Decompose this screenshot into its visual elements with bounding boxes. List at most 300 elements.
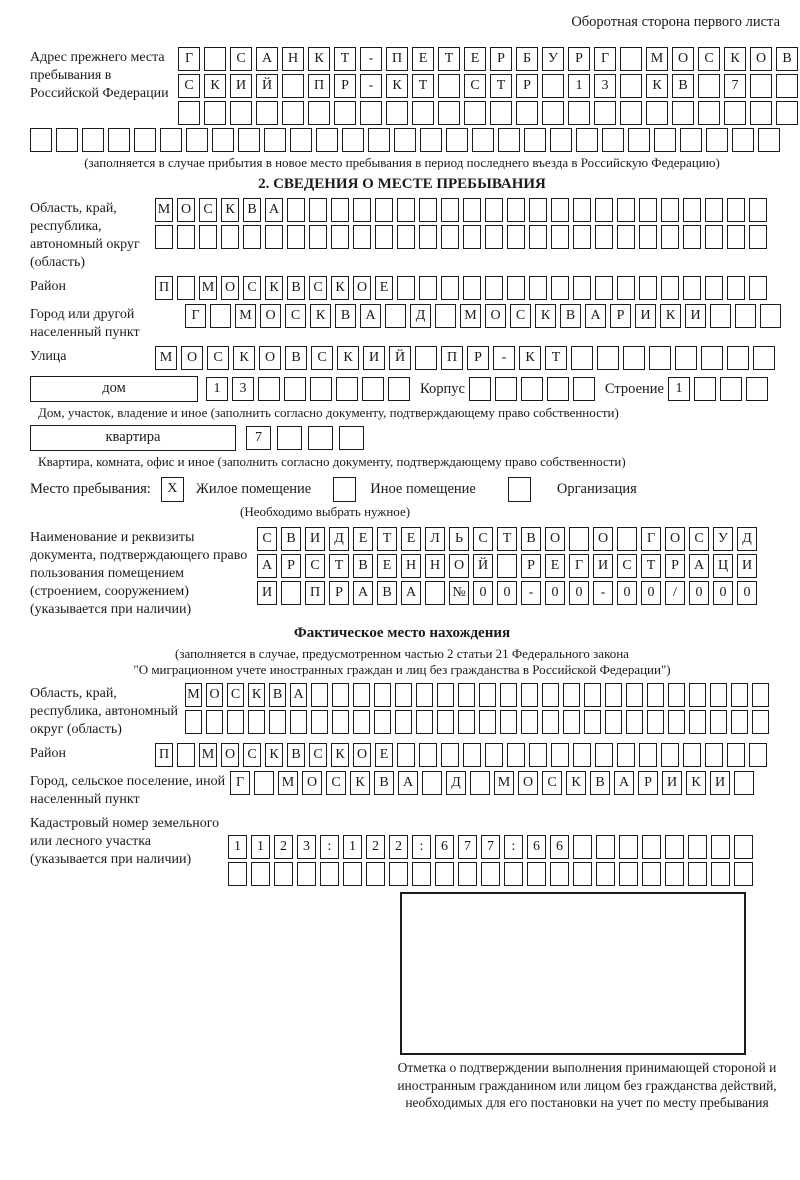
char-cell[interactable] [734, 771, 754, 795]
char-cell[interactable]: Г [594, 47, 616, 71]
char-cell[interactable] [199, 225, 217, 249]
char-cell[interactable] [672, 101, 694, 125]
char-cell[interactable]: С [326, 771, 346, 795]
char-cell[interactable] [481, 862, 500, 886]
char-cell[interactable]: М [278, 771, 298, 795]
char-cell[interactable]: И [710, 771, 730, 795]
char-cell[interactable] [56, 128, 78, 152]
char-cell[interactable]: Т [334, 47, 356, 71]
char-cell[interactable] [284, 377, 306, 401]
char-cell[interactable] [177, 276, 195, 300]
char-cell[interactable]: Т [490, 74, 512, 98]
char-cell[interactable] [668, 710, 685, 734]
char-cell[interactable]: В [285, 346, 307, 370]
char-cell[interactable]: 7 [246, 426, 271, 450]
char-cell[interactable] [619, 862, 638, 886]
char-cell[interactable]: К [350, 771, 370, 795]
char-cell[interactable]: М [494, 771, 514, 795]
char-cell[interactable] [464, 101, 486, 125]
char-cell[interactable]: - [360, 47, 382, 71]
char-cell[interactable]: В [377, 581, 397, 605]
char-cell[interactable]: В [335, 304, 356, 328]
char-cell[interactable] [269, 710, 286, 734]
char-cell[interactable]: М [185, 683, 202, 707]
char-cell[interactable] [727, 743, 745, 767]
char-cell[interactable]: В [560, 304, 581, 328]
char-cell[interactable]: Р [281, 554, 301, 578]
char-cell[interactable] [753, 346, 775, 370]
char-cell[interactable] [527, 862, 546, 886]
char-cell[interactable]: О [672, 47, 694, 71]
char-cell[interactable]: 0 [545, 581, 565, 605]
char-cell[interactable] [308, 101, 330, 125]
char-cell[interactable] [388, 377, 410, 401]
char-cell[interactable] [212, 128, 234, 152]
char-cell[interactable] [551, 198, 569, 222]
char-cell[interactable]: - [360, 74, 382, 98]
char-cell[interactable] [573, 835, 592, 859]
char-cell[interactable] [596, 835, 615, 859]
char-cell[interactable] [435, 304, 456, 328]
char-cell[interactable]: С [309, 743, 327, 767]
char-cell[interactable] [710, 710, 727, 734]
char-cell[interactable] [507, 743, 525, 767]
char-cell[interactable]: К [646, 74, 668, 98]
char-cell[interactable] [617, 527, 637, 551]
char-cell[interactable]: П [155, 743, 173, 767]
char-cell[interactable] [297, 862, 316, 886]
char-cell[interactable] [573, 198, 591, 222]
char-cell[interactable] [435, 862, 454, 886]
char-cell[interactable] [311, 683, 328, 707]
char-cell[interactable]: В [374, 771, 394, 795]
char-cell[interactable] [375, 225, 393, 249]
char-cell[interactable] [563, 710, 580, 734]
char-cell[interactable] [683, 276, 701, 300]
char-cell[interactable]: С [309, 276, 327, 300]
char-cell[interactable]: С [698, 47, 720, 71]
char-cell[interactable] [573, 743, 591, 767]
char-cell[interactable]: Г [641, 527, 661, 551]
char-cell[interactable]: Е [375, 276, 393, 300]
char-cell[interactable] [485, 743, 503, 767]
char-cell[interactable]: № [449, 581, 469, 605]
char-cell[interactable] [665, 862, 684, 886]
char-cell[interactable] [178, 101, 200, 125]
char-cell[interactable] [568, 101, 590, 125]
char-cell[interactable] [760, 304, 781, 328]
char-cell[interactable]: 1 [206, 377, 228, 401]
char-cell[interactable]: Г [569, 554, 589, 578]
char-cell[interactable]: - [593, 581, 613, 605]
char-cell[interactable] [386, 101, 408, 125]
char-cell[interactable] [654, 128, 676, 152]
char-cell[interactable] [309, 198, 327, 222]
char-cell[interactable]: Р [568, 47, 590, 71]
char-cell[interactable] [204, 101, 226, 125]
char-cell[interactable] [374, 683, 391, 707]
char-cell[interactable]: С [617, 554, 637, 578]
char-cell[interactable]: С [305, 554, 325, 578]
char-cell[interactable] [619, 835, 638, 859]
char-cell[interactable]: Е [545, 554, 565, 578]
char-cell[interactable] [470, 771, 490, 795]
char-cell[interactable] [547, 377, 569, 401]
char-cell[interactable] [688, 835, 707, 859]
char-cell[interactable]: И [685, 304, 706, 328]
char-cell[interactable] [309, 225, 327, 249]
char-cell[interactable] [375, 198, 393, 222]
char-cell[interactable] [680, 128, 702, 152]
char-cell[interactable]: Р [490, 47, 512, 71]
char-cell[interactable]: П [386, 47, 408, 71]
char-cell[interactable] [639, 198, 657, 222]
char-cell[interactable]: Е [464, 47, 486, 71]
char-cell[interactable] [419, 276, 437, 300]
char-cell[interactable]: 2 [274, 835, 293, 859]
char-cell[interactable]: О [593, 527, 613, 551]
char-cell[interactable] [689, 710, 706, 734]
char-cell[interactable]: И [662, 771, 682, 795]
char-cell[interactable] [720, 377, 742, 401]
char-cell[interactable]: М [155, 346, 177, 370]
char-cell[interactable] [82, 128, 104, 152]
char-cell[interactable] [485, 276, 503, 300]
char-cell[interactable] [362, 377, 384, 401]
char-cell[interactable] [732, 128, 754, 152]
char-cell[interactable]: И [635, 304, 656, 328]
char-cell[interactable] [620, 74, 642, 98]
char-cell[interactable] [623, 346, 645, 370]
char-cell[interactable]: 2 [389, 835, 408, 859]
char-cell[interactable] [776, 74, 798, 98]
char-cell[interactable] [472, 128, 494, 152]
char-cell[interactable]: Ь [449, 527, 469, 551]
char-cell[interactable] [366, 862, 385, 886]
char-cell[interactable] [711, 835, 730, 859]
char-cell[interactable] [689, 683, 706, 707]
char-cell[interactable] [290, 128, 312, 152]
char-cell[interactable] [290, 710, 307, 734]
char-cell[interactable] [550, 128, 572, 152]
char-cell[interactable] [705, 743, 723, 767]
char-cell[interactable]: Е [377, 554, 397, 578]
char-cell[interactable] [595, 743, 613, 767]
char-cell[interactable] [620, 47, 642, 71]
char-cell[interactable]: Т [545, 346, 567, 370]
char-cell[interactable] [463, 198, 481, 222]
char-cell[interactable] [353, 683, 370, 707]
char-cell[interactable] [617, 276, 635, 300]
char-cell[interactable]: А [257, 554, 277, 578]
char-cell[interactable]: К [331, 743, 349, 767]
char-cell[interactable]: А [353, 581, 373, 605]
char-cell[interactable] [642, 862, 661, 886]
char-cell[interactable]: 1 [568, 74, 590, 98]
char-cell[interactable]: Д [737, 527, 757, 551]
char-cell[interactable] [749, 743, 767, 767]
char-cell[interactable]: В [281, 527, 301, 551]
char-cell[interactable] [458, 862, 477, 886]
char-cell[interactable]: 3 [297, 835, 316, 859]
char-cell[interactable]: Р [334, 74, 356, 98]
char-cell[interactable]: С [473, 527, 493, 551]
char-cell[interactable]: С [199, 198, 217, 222]
char-cell[interactable] [416, 683, 433, 707]
char-cell[interactable]: 0 [569, 581, 589, 605]
char-cell[interactable]: О [302, 771, 322, 795]
char-cell[interactable]: У [713, 527, 733, 551]
char-cell[interactable]: О [353, 276, 371, 300]
char-cell[interactable] [412, 862, 431, 886]
char-cell[interactable]: С [689, 527, 709, 551]
char-cell[interactable]: / [665, 581, 685, 605]
char-cell[interactable] [749, 225, 767, 249]
char-cell[interactable] [727, 225, 745, 249]
char-cell[interactable]: И [230, 74, 252, 98]
char-cell[interactable] [316, 128, 338, 152]
char-cell[interactable] [646, 101, 668, 125]
char-cell[interactable]: А [360, 304, 381, 328]
char-cell[interactable] [647, 683, 664, 707]
char-cell[interactable] [596, 862, 615, 886]
char-cell[interactable] [639, 743, 657, 767]
char-cell[interactable] [419, 225, 437, 249]
char-cell[interactable] [397, 225, 415, 249]
char-cell[interactable]: Р [665, 554, 685, 578]
char-cell[interactable]: К [686, 771, 706, 795]
char-cell[interactable] [507, 276, 525, 300]
char-cell[interactable]: Р [638, 771, 658, 795]
char-cell[interactable]: В [287, 276, 305, 300]
char-cell[interactable]: К [233, 346, 255, 370]
char-cell[interactable]: К [308, 47, 330, 71]
char-cell[interactable]: О [259, 346, 281, 370]
char-cell[interactable] [155, 225, 173, 249]
char-cell[interactable] [569, 527, 589, 551]
char-cell[interactable] [529, 276, 547, 300]
char-cell[interactable]: М [199, 276, 217, 300]
char-cell[interactable]: Н [401, 554, 421, 578]
char-cell[interactable]: К [660, 304, 681, 328]
char-cell[interactable]: Т [412, 74, 434, 98]
char-cell[interactable] [228, 862, 247, 886]
char-cell[interactable] [507, 225, 525, 249]
char-cell[interactable] [438, 101, 460, 125]
char-cell[interactable]: В [353, 554, 373, 578]
char-cell[interactable]: 1 [668, 377, 690, 401]
char-cell[interactable]: О [449, 554, 469, 578]
char-cell[interactable]: 1 [343, 835, 362, 859]
char-cell[interactable] [206, 710, 223, 734]
char-cell[interactable] [734, 835, 753, 859]
char-cell[interactable] [256, 101, 278, 125]
char-cell[interactable] [698, 74, 720, 98]
char-cell[interactable] [626, 683, 643, 707]
char-cell[interactable] [438, 74, 460, 98]
char-cell[interactable] [595, 276, 613, 300]
char-cell[interactable] [727, 346, 749, 370]
char-cell[interactable] [353, 198, 371, 222]
char-cell[interactable] [498, 128, 520, 152]
char-cell[interactable]: И [737, 554, 757, 578]
char-cell[interactable]: 2 [366, 835, 385, 859]
char-cell[interactable] [542, 74, 564, 98]
char-cell[interactable] [397, 743, 415, 767]
char-cell[interactable]: О [221, 743, 239, 767]
char-cell[interactable] [395, 710, 412, 734]
char-cell[interactable]: О [260, 304, 281, 328]
char-cell[interactable]: М [460, 304, 481, 328]
char-cell[interactable] [389, 862, 408, 886]
char-cell[interactable] [343, 862, 362, 886]
char-cell[interactable]: В [776, 47, 798, 71]
char-cell[interactable]: С [257, 527, 277, 551]
char-cell[interactable] [573, 377, 595, 401]
char-cell[interactable] [441, 276, 459, 300]
char-cell[interactable]: И [593, 554, 613, 578]
char-cell[interactable] [441, 198, 459, 222]
char-cell[interactable]: К [331, 276, 349, 300]
char-cell[interactable]: Е [353, 527, 373, 551]
char-cell[interactable] [287, 225, 305, 249]
char-cell[interactable] [425, 581, 445, 605]
char-cell[interactable]: Р [610, 304, 631, 328]
char-cell[interactable]: В [590, 771, 610, 795]
char-cell[interactable]: К [265, 743, 283, 767]
char-cell[interactable] [573, 225, 591, 249]
char-cell[interactable] [258, 377, 280, 401]
char-cell[interactable]: : [504, 835, 523, 859]
char-cell[interactable]: О [181, 346, 203, 370]
char-cell[interactable]: О [353, 743, 371, 767]
char-cell[interactable] [422, 771, 442, 795]
char-cell[interactable] [529, 743, 547, 767]
char-cell[interactable] [463, 743, 481, 767]
char-cell[interactable]: Й [256, 74, 278, 98]
char-cell[interactable] [282, 74, 304, 98]
char-cell[interactable]: А [585, 304, 606, 328]
char-cell[interactable]: К [248, 683, 265, 707]
char-cell[interactable]: - [493, 346, 515, 370]
char-cell[interactable] [594, 101, 616, 125]
char-cell[interactable] [331, 225, 349, 249]
char-cell[interactable] [360, 101, 382, 125]
char-cell[interactable]: 1 [228, 835, 247, 859]
char-cell[interactable] [642, 835, 661, 859]
char-cell[interactable] [550, 862, 569, 886]
char-cell[interactable]: О [545, 527, 565, 551]
char-cell[interactable] [571, 346, 593, 370]
char-cell[interactable] [374, 710, 391, 734]
char-cell[interactable] [649, 346, 671, 370]
char-cell[interactable] [563, 683, 580, 707]
char-cell[interactable]: С [311, 346, 333, 370]
char-cell[interactable] [731, 683, 748, 707]
char-cell[interactable] [758, 128, 780, 152]
char-cell[interactable] [731, 710, 748, 734]
char-cell[interactable] [160, 128, 182, 152]
char-cell[interactable]: М [235, 304, 256, 328]
char-cell[interactable] [238, 128, 260, 152]
char-cell[interactable] [750, 101, 772, 125]
char-cell[interactable]: С [230, 47, 252, 71]
char-cell[interactable]: Е [412, 47, 434, 71]
char-cell[interactable] [710, 683, 727, 707]
char-cell[interactable] [332, 683, 349, 707]
char-cell[interactable] [134, 128, 156, 152]
char-cell[interactable]: С [227, 683, 244, 707]
char-cell[interactable] [282, 101, 304, 125]
char-cell[interactable] [395, 683, 412, 707]
char-cell[interactable] [595, 198, 613, 222]
char-cell[interactable]: Г [185, 304, 206, 328]
char-cell[interactable] [551, 276, 569, 300]
char-cell[interactable] [185, 710, 202, 734]
char-cell[interactable]: 0 [497, 581, 517, 605]
char-cell[interactable] [248, 710, 265, 734]
char-cell[interactable] [529, 198, 547, 222]
char-cell[interactable]: 0 [689, 581, 709, 605]
char-cell[interactable]: С [464, 74, 486, 98]
char-cell[interactable] [458, 710, 475, 734]
char-cell[interactable] [597, 346, 619, 370]
char-cell[interactable]: Т [497, 527, 517, 551]
char-cell[interactable] [542, 101, 564, 125]
char-cell[interactable] [602, 128, 624, 152]
char-cell[interactable]: И [257, 581, 277, 605]
char-cell[interactable]: Е [375, 743, 393, 767]
char-cell[interactable] [221, 225, 239, 249]
char-cell[interactable] [617, 225, 635, 249]
char-cell[interactable] [706, 128, 728, 152]
char-cell[interactable]: В [243, 198, 261, 222]
char-cell[interactable] [542, 710, 559, 734]
char-cell[interactable] [251, 862, 270, 886]
char-cell[interactable]: А [401, 581, 421, 605]
char-cell[interactable] [683, 198, 701, 222]
char-cell[interactable]: В [521, 527, 541, 551]
char-cell[interactable] [243, 225, 261, 249]
char-cell[interactable]: 0 [641, 581, 661, 605]
char-cell[interactable] [479, 683, 496, 707]
char-cell[interactable]: Е [401, 527, 421, 551]
char-cell[interactable] [628, 128, 650, 152]
char-cell[interactable]: 0 [737, 581, 757, 605]
char-cell[interactable]: Т [329, 554, 349, 578]
char-cell[interactable] [463, 276, 481, 300]
char-cell[interactable] [752, 683, 769, 707]
char-cell[interactable] [397, 276, 415, 300]
char-cell[interactable]: О [750, 47, 772, 71]
char-cell[interactable] [254, 771, 274, 795]
char-cell[interactable] [490, 101, 512, 125]
char-cell[interactable] [311, 710, 328, 734]
char-cell[interactable] [694, 377, 716, 401]
char-cell[interactable] [415, 346, 437, 370]
char-cell[interactable] [524, 128, 546, 152]
char-cell[interactable] [394, 128, 416, 152]
char-cell[interactable] [626, 710, 643, 734]
char-cell[interactable]: А [614, 771, 634, 795]
char-cell[interactable]: А [290, 683, 307, 707]
char-cell[interactable]: Р [329, 581, 349, 605]
char-cell[interactable] [397, 198, 415, 222]
char-cell[interactable]: Ц [713, 554, 733, 578]
char-cell[interactable] [665, 835, 684, 859]
other-premises-checkbox[interactable] [333, 477, 356, 502]
char-cell[interactable]: С [285, 304, 306, 328]
